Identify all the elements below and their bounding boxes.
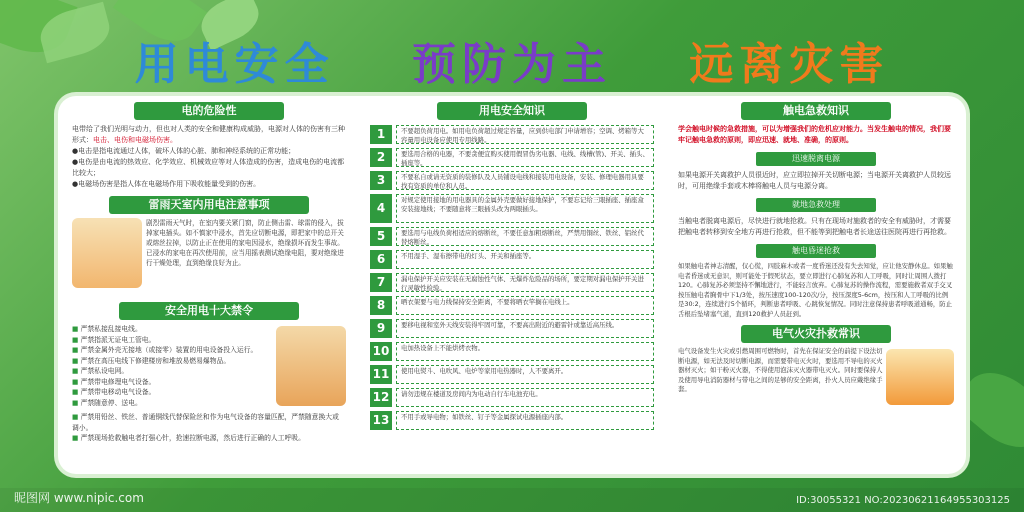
ban-item: ■ 严禁现场抢救触电者打强心针，抢速拉断电源，然后进行正确的人工呼吸。 <box>72 433 344 444</box>
paragraph-text: ●电击是指电流通过人体，破坏人体的心脏、肺和神经系统的正常功能； <box>72 147 296 155</box>
watermark-left: 昵图网 www.nipic.com <box>14 491 144 505</box>
bans-block <box>68 324 350 444</box>
rule-item <box>370 387 654 408</box>
rule-text: 使用电熨斗、电吹风、电炉等家用电热器时，人不要离开。 <box>396 365 654 384</box>
ban-item: ■ 严禁带电修理电气设备。 <box>72 377 272 388</box>
rule-text: 漏电保护开关应安装在无腐蚀性气体、无爆炸危险品的场所，要定期对漏电保护开关进行灵敏性检验。 <box>396 273 654 292</box>
subsection-header: 触电昏迷抢救 <box>756 244 876 258</box>
rule-text: 要选用与电线负荷相适应的熔断丝，不要任意加粗熔断丝，严禁用铜丝、铁丝、铝丝代替熔断丝。 <box>396 227 654 246</box>
ban-item: ■ 严禁随意停、送电。 <box>72 398 272 409</box>
rule-text: 要选用合格的电器，不要贪便宜购买使用假冒伪劣电器、电线、线槽(管)、开关、插头、插座等。 <box>396 148 654 167</box>
rule-text: 电加热设备上不能烘烤衣物。 <box>396 342 654 361</box>
rule-item <box>370 410 654 431</box>
paragraph: 剧烈雷雨天气时，在室内要关紧门窗，防止侧击雷、球雷的侵入，拔掉家电插头。如不慎家中浸水，首先应切断电源，即把家中的总开关或熔丝拉掉，以防止正在使用的家电因浸水，绝缘损坏而发生事故。已浸水的家电在再次使用前，应当用摇表测试绝缘电阻，要对绝缘进行干燥处理，直到绝缘良好为止。 <box>146 219 344 267</box>
ban-item: ■ 严禁带电移动电气设备。 <box>72 387 272 398</box>
rule-item <box>370 272 654 293</box>
rule-item <box>370 124 654 145</box>
ban-item: ■ 严禁指派无证电工管电。 <box>72 335 272 346</box>
rule-text: 不用手或导电物；如铁丝、钉子等金属探试电源插座内部。 <box>396 411 654 430</box>
title-part-3: 远离灾害 <box>689 39 890 90</box>
ban-item: ■ 严禁私接乱接电线。 <box>72 324 272 335</box>
ban-item: ■ 严禁在高压电线下修建楼房和堆放易燃易爆物品。 <box>72 356 272 367</box>
paragraph: 如果触电者神志清醒，仅心慌，四肢麻木或者一度昏迷还没有失去知觉，应让他安静休息。如果触电者昏迷或无意识，则可能处于假死状态，要立即进行心肺复苏和人工呼吸，同时让周围人拨打120。心肺复苏必须坚持不懈地进行，不能轻言放弃。心肺复苏的操作流程，需要施救者双手交叉按压触电者胸骨中下1/3处，按压速度100-120次/分，按压深度5-6cm，按压和人工呼吸的比例是30:2，连续进行5个循环，判断患者呼吸、心跳恢复情况。同时注意保持患者呼吸道通畅，防止舌根后坠堵塞气道，直到120救护人员赶到。 <box>678 262 953 318</box>
rule-item <box>370 249 654 270</box>
rule-number: 1 <box>370 125 392 144</box>
rule-item <box>370 147 654 168</box>
rule-number: 4 <box>370 194 392 223</box>
paragraph: 如果电源开关离救护人员很近时，应立即拉掉开关切断电源；当电源开关离救护人员较远时，可用绝缘手套或木棒将触电人员与电源分离。 <box>678 171 951 190</box>
section-header-thunderstorm: 雷雨天室内用电注意事项 <box>109 196 309 214</box>
rule-text: 不要私自或请无资质的装修队及人员铺设电线和接装用电设备，安装、修理电器用具要找有资质的单位和人员。 <box>396 171 654 190</box>
thunderstorm-block <box>68 214 350 302</box>
rules-list <box>370 124 654 431</box>
rule-item <box>370 193 654 224</box>
rule-number: 9 <box>370 319 392 338</box>
illustration-children-image <box>72 218 142 288</box>
section-header-fire: 电气火灾扑救常识 <box>741 325 891 343</box>
paragraph: 电气设备发生火灾或引燃周围可燃物时，首先在保证安全的前提下设法切断电源，如无法及时切断电源，而需要带电灭火时，要选用不导电的灭火器材灭火；如干粉灭火器，不得使用泡沫灭火器带电灭火。同时要保持人及使用导电消防器材与带电之间的足够的安全距离，扑火人员应戴绝缘手套。 <box>678 347 883 393</box>
ban-item: ■ 严禁金属外壳无接地（或接零）装置的用电设备投入运行。 <box>72 345 272 356</box>
rule-text: 对规定使用接地的用电器具的金属外壳要做好接地保护，不要忘记给三眼插座、插座盒安装接地线；不要随意将三眼插头改为两眼插头。 <box>396 194 654 223</box>
illustration-fire-image <box>886 349 954 405</box>
subsection-header: 迅速脱离电源 <box>756 152 876 166</box>
paragraph-text: ●电伤是由电流的热效应、化学效应、机械效应等对人体造成的伤害，造成电伤的电流都比较大； <box>72 158 345 177</box>
rule-number: 7 <box>370 273 392 292</box>
bans-list <box>72 324 272 408</box>
section-header-first-aid: 触电急救知识 <box>741 102 891 120</box>
fire-block <box>674 343 958 413</box>
rule-number: 8 <box>370 296 392 315</box>
bans-list-wide <box>72 412 344 444</box>
ban-item: ■ 严禁私设电网。 <box>72 366 272 377</box>
column-hazards <box>68 102 350 448</box>
subsection-header: 就地急救处理 <box>756 198 876 212</box>
rule-number: 3 <box>370 171 392 190</box>
rule-item <box>370 341 654 362</box>
rule-number: 11 <box>370 365 392 384</box>
column-knowledge <box>370 102 654 433</box>
paragraph-text: ●电磁场伤害是指人体在电磁场作用下吸收能量受到的伤害。 <box>72 180 261 188</box>
page-title <box>0 28 1024 92</box>
rule-text: 要移电视和室外天线安装得牢固可靠，不要高出附近的避雷针或靠近高压线。 <box>396 319 654 338</box>
rule-text: 不用湿手、湿布擦带电的灯头、开关和插座等。 <box>396 250 654 269</box>
watermark-right: ID:30055321 NO:20230621164955303125 <box>796 495 1010 506</box>
rule-number: 10 <box>370 342 392 361</box>
paragraph-text: 电带给了我们光明与动力，但也对人类的安全和健康构成威胁，电源对人体的伤害有三种形式： <box>72 125 345 144</box>
content-panel <box>58 96 966 474</box>
illustration-family-image <box>276 326 346 406</box>
rule-number: 5 <box>370 227 392 246</box>
rule-text: 晒衣架要与电力线保持安全距离，不要将晒衣竿搁在电线上。 <box>396 296 654 315</box>
rule-item <box>370 318 654 339</box>
rule-number: 12 <box>370 388 392 407</box>
rule-text: 不要超负荷用电。如用电负荷超过规定容量，应到供电部门申请增容；空调、烤箱等大容量用电设备应使用专用线路。 <box>396 125 654 144</box>
rule-item <box>370 226 654 247</box>
rule-item <box>370 170 654 191</box>
section-header-ten-bans: 安全用电十大禁令 <box>119 302 299 320</box>
paragraph: 当触电者脱离电源后，尽快进行就地抢救。只有在现场对施救者的安全有威胁时，才需要把触电者转移到安全地方再进行抢救，但不能等到把触电者长途送往医院再进行再抢救。 <box>678 217 951 236</box>
rule-text: 请勿违规在楼道及房间内为电动自行车电池充电。 <box>396 388 654 407</box>
title-part-1: 用电安全 <box>134 39 335 90</box>
rule-number: 2 <box>370 148 392 167</box>
section-header-knowledge: 用电安全知识 <box>437 102 587 120</box>
rule-item <box>370 295 654 316</box>
column-first-aid <box>674 102 958 413</box>
highlight-text: 电击、电伤和电磁场伤害。 <box>93 136 177 144</box>
rule-item <box>370 364 654 385</box>
rule-number: 13 <box>370 411 392 430</box>
paragraph <box>72 124 346 190</box>
intro-text: 学会触电时候的急救措施，可以为增强我们的危机应对能力。当发生触电的情况，我们要牢记触电急救的原则，即应迅速、就地、准确，的原则。 <box>678 125 951 144</box>
rule-number: 6 <box>370 250 392 269</box>
title-part-2: 预防为主 <box>412 39 612 90</box>
ban-item: ■ 严禁用铅丝、铁丝、普通铜线代替保险丝和作为电气设备的容量匹配，严禁随意换大或调小。 <box>72 412 344 433</box>
section-header-electric-danger: 电的危险性 <box>134 102 284 120</box>
